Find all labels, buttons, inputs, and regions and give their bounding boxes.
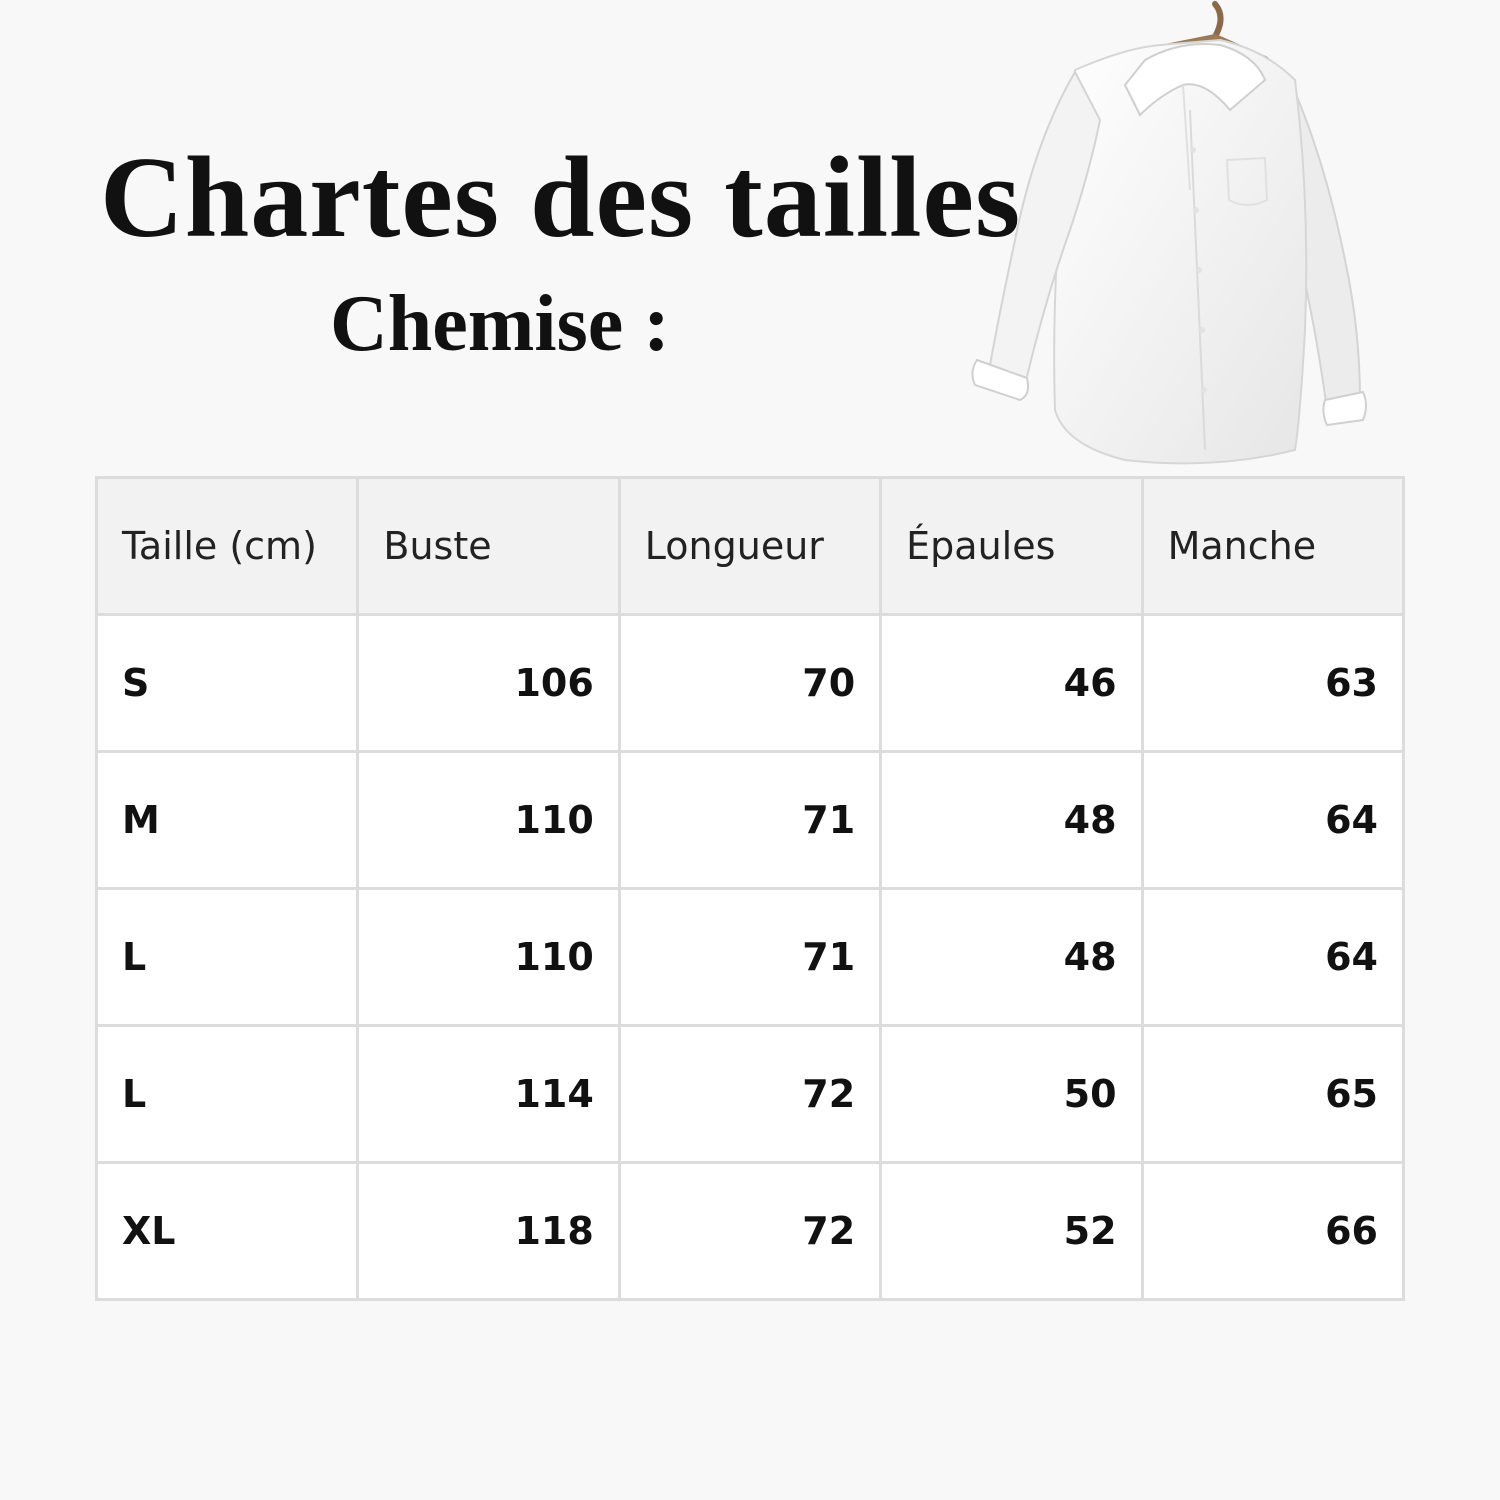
bust-cell: 110 (358, 752, 619, 889)
size-chart-table (95, 476, 1405, 1301)
size-cell: XL (97, 1163, 358, 1300)
column-header-bust: Buste (358, 478, 619, 615)
table-row (97, 889, 1404, 1026)
sleeve-cell: 66 (1142, 1163, 1403, 1300)
length-cell: 71 (619, 752, 880, 889)
bust-cell: 118 (358, 1163, 619, 1300)
length-cell: 70 (619, 615, 880, 752)
column-header-length: Longueur (619, 478, 880, 615)
size-cell: L (97, 1026, 358, 1163)
shoulders-cell: 48 (881, 752, 1142, 889)
shoulders-cell: 48 (881, 889, 1142, 1026)
table-row (97, 1026, 1404, 1163)
shoulders-cell: 46 (881, 615, 1142, 752)
shoulders-cell: 50 (881, 1026, 1142, 1163)
size-cell: M (97, 752, 358, 889)
bust-cell: 114 (358, 1026, 619, 1163)
shirt-on-hanger-image (965, 0, 1375, 470)
shoulders-cell: 52 (881, 1163, 1142, 1300)
sleeve-cell: 63 (1142, 615, 1403, 752)
bust-cell: 110 (358, 889, 619, 1026)
column-header-size: Taille (cm) (97, 478, 358, 615)
size-cell: S (97, 615, 358, 752)
sleeve-cell: 64 (1142, 752, 1403, 889)
bust-cell: 106 (358, 615, 619, 752)
column-header-shoulders: Épaules (881, 478, 1142, 615)
page-subtitle: Chemise : (330, 280, 670, 368)
table-row (97, 615, 1404, 752)
length-cell: 72 (619, 1026, 880, 1163)
page-title: Chartes des tailles (100, 134, 1022, 262)
table-row (97, 752, 1404, 889)
sleeve-cell: 64 (1142, 889, 1403, 1026)
length-cell: 71 (619, 889, 880, 1026)
size-cell: L (97, 889, 358, 1026)
column-header-sleeve: Manche (1142, 478, 1403, 615)
table-header-row (97, 478, 1404, 615)
length-cell: 72 (619, 1163, 880, 1300)
table-row (97, 1163, 1404, 1300)
sleeve-cell: 65 (1142, 1026, 1403, 1163)
